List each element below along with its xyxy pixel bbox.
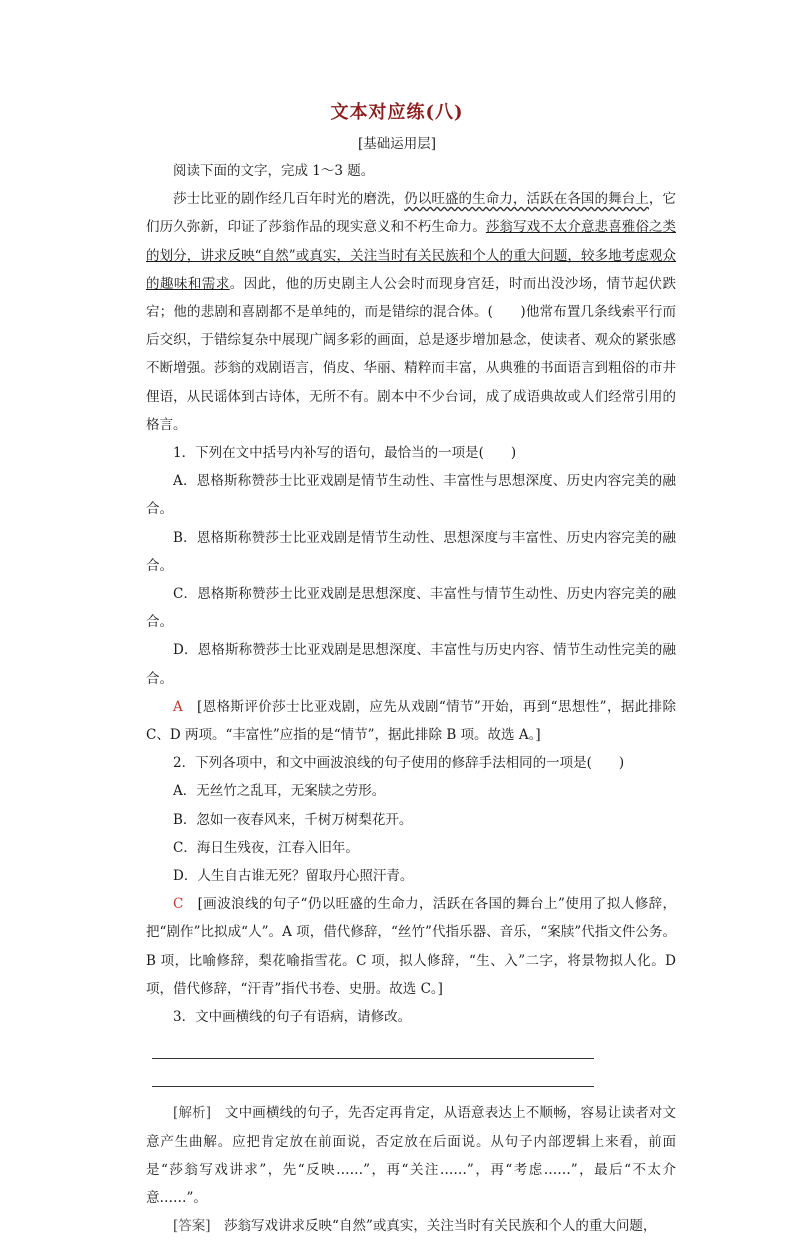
question-1-option-b: B．恩格斯称赞莎士比亚戏剧是情节生动性、思想深度与丰富性、历史内容完美的融合。 [146,529,676,574]
question-3-analysis [146,1099,676,1212]
question-1-option-c: C．恩格斯称赞莎士比亚戏剧是思想深度、丰富性与情节生动性、历史内容完美的融合。 [146,586,676,631]
question-2-stem: 2．下列各项中，和文中画波浪线的句子使用的修辞手法相同的一项是( ) [173,755,625,772]
passage-text: ，它们历久弥新，印证了莎翁作品的现实意义和不朽生命力。 [146,191,677,236]
question-2-option-d: D．人生自古谁无死？留取丹心照汗青。 [173,868,414,885]
question-1-option-a: A．恩格斯称赞莎士比亚戏剧是情节生动性、丰富性与思想深度、历史内容完美的融合。 [146,473,676,518]
answer-letter: A [173,698,183,715]
answer-explanation: [恩格斯评价莎士比亚戏剧，应先从戏剧“情节”开始，再到“思想性”，据此排除 C、D 两项。“丰富性”应指的是“情节”，据此排除 B 项。故选 A。] [146,698,677,744]
question-3-answer [146,1212,676,1240]
question-2-option-b: B．忽如一夜春风来，千树万树梨花开。 [173,811,413,828]
document-body [146,157,676,1240]
answer-explanation: [画波浪线的句子“仍以旺盛的生命力，活跃在各国的舞台上”使用了拟人修辞，把“剧作”比拟成“人”。A 项，借代修辞，“丝竹”代指乐器、音乐，“案牍”代指文件公务。B 项，比喻修辞，梨花喻指雪花。C 项，拟人修辞，“生、入”二字，将景物拟人化。D 项，借代修辞，“汗青”指代书卷、史册。故选 C。] [146,896,676,997]
reading-instruction: 阅读下面的文字，完成 1～3 题。 [173,163,375,179]
question-1-stem: 1．下列在文中括号内补写的语句，最恰当的一项是( ) [173,445,517,462]
analysis-tag: [解析] [173,1105,212,1122]
question-2-answer [146,890,676,1003]
answer-blank-line [152,1059,594,1087]
question-2-option-c: C．海日生残夜，江春入旧年。 [173,839,359,856]
passage-text: 莎士比亚的剧作经几百年时光的磨洗， [173,191,405,208]
page-title: 文本对应练(八) [330,102,464,123]
wavy-underlined-sentence: 仍以旺盛的生命力，活跃在各国的舞台上 [404,191,649,208]
question-2-option-a: A．无丝竹之乱耳，无案牍之劳形。 [173,783,386,800]
question-1-option-d: D．恩格斯称赞莎士比亚戏剧是思想深度、丰富性与历史内容、情节生动性完美的融合。 [146,642,676,687]
underlined-sentence: 莎翁写戏不太介意悲喜雅俗之类的划分，讲求反映“自然”或真实，关注当时有关民族和个人的重大问题，较多地考虑观众的趣味和需求 [146,219,677,292]
section-subtitle: [基础运用层] [357,136,437,152]
reading-passage [146,185,676,439]
answer-letter: C [173,896,184,913]
answer-blank-line [152,1031,594,1059]
question-1-answer [146,693,676,749]
passage-text: 。因此，他的历史剧主人公会时而现身宫廷，时而出没沙场，情节起伏跌宕；他的悲剧和喜剧都不是单纯的，而是错综的混合体。( )他常布置几条线索平行而后交织，于错综复杂中展现广阔多彩的画面，总是逐步增加悬念，使读者、观众的紧张感不断增强。莎翁的戏剧语言，俏皮、华丽、精粹而丰富，从典雅的书面语言到粗俗的市井俚语，从民谣体到古诗体，无所不有。剧本中不少台词，成了成语典故或人们经常引用的格言。 [146,275,677,433]
analysis-text: 文中画横线的句子，先否定再肯定，从语意表达上不顺畅，容易让读者对文意产生曲解。应把肯定放在前面说，否定放在后面说。从句子内部逻辑上来看，前面是“莎翁写戏讲求”，先“反映……”，再“关注……”，再“考虑……”，最后“不太介意……”。 [146,1105,677,1206]
answer-tag: [答案] [173,1218,211,1235]
answer-text: 莎翁写戏讲求反映“自然”或真实，关注当时有关民族和个人的重大问题， [224,1218,657,1235]
question-3-stem: 3．文中画横线的句子有语病，请修改。 [173,1009,412,1026]
